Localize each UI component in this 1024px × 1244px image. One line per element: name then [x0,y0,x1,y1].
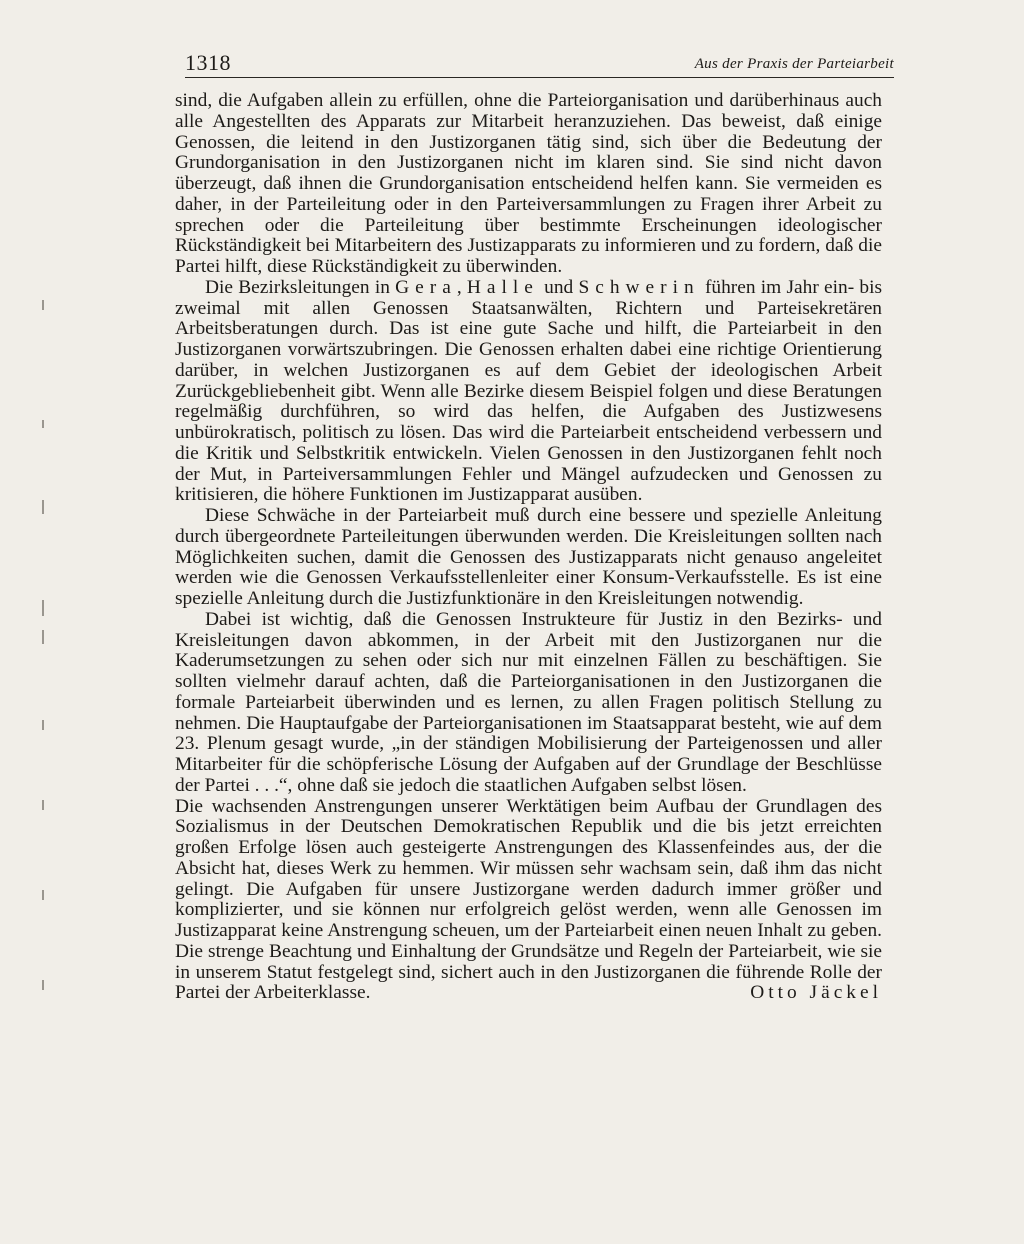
scan-mark [42,890,44,900]
paragraph-2 [175,278,882,506]
author-signature: Otto Jäckel [750,982,882,1004]
scan-mark [42,600,44,616]
scan-mark [42,720,44,730]
header-rule [185,77,894,78]
scan-mark [42,630,44,644]
page-header [185,44,894,82]
place-schwerin: Schwerin [578,276,700,298]
paragraph-2-rest: führen im Jahr ein- bis zweimal mit allen Genossen Staatsanwälten, Richtern und Parteisekretären Arbeitsberatungen durch. Das ist eine gute Sache und hilft, die Parteiarbeit in den Justizorganen vorwärtszubringen. Die Genossen erhalten dabei eine richtige Orientierung darüber, in welchen Justizorganen es auf dem Gebiet der ideologischen Arbeit Zurückgebliebenheit gibt. Wenn alle Bezirke diesem Beispiel folgen und diese Beratungen regelmäßig durchführen, so wird das helfen, die Aufgaben des Justizwesens unbürokratisch, politisch zu lösen. Das wird die Parteiarbeit entscheidend verbessern und die Kritik und Selbstkritik entwickeln. Vielen Genossen in den Justizorganen fehlt noch der Mut, in Parteiversammlungen Fehler und Mängel aufzudecken und Genossen zu kritisieren, die höhere Funktionen im Justizapparat ausüben. [175,276,883,506]
paragraph-1: sind, die Aufgaben allein zu erfüllen, ohne die Parteiorganisation und darüberhinaus auch alle Angestellten des Apparats zur Mitarbeit heranzuziehen. Das beweist, daß einige Genossen, die leitend in den Justizorganen tätig sind, sich über die Bedeutung der Grundorganisation in den Justizorganen nicht im klaren sind. Sie sind nicht davon überzeugt, daß ihnen die Grundorganisation entscheidend helfen kann. Sie vermeiden es daher, in der Parteileitung oder in den Parteiversammlungen zu Fragen ihrer Arbeit zu sprechen oder die Parteileitung über bestimmte Erscheinungen ideologischer Rückständigkeit bei Mitarbeitern des Justizapparats zu informieren und zu fordern, daß die Partei hilft, diese Rückständigkeit zu überwinden. [175,90,882,277]
scan-mark [42,500,44,514]
article-body [175,91,882,1004]
place-halle: Halle [466,276,539,298]
paragraph-4: Dabei ist wichtig, daß die Genossen Instrukteure für Justiz in den Bezirks- und Kreisleitungen davon abkommen, in der Arbeit mit den Justizorganen nur die Kaderumsetzungen zu sehen oder sich nur mit einzelnen Fällen zu beschäftigen. Sie sollten vielmehr darauf achten, daß die Parteiorganisationen in den Justizorganen die formale Parteiarbeit überwinden und es lernen, zu allen Fragen politisch Stellung zu nehmen. Die Hauptaufgabe der Parteiorganisationen im Staatsapparat besteht, wie auf dem 23. Plenum gesagt wurde, „in der ständigen Mobilisierung der Parteigenossen und aller Mitarbeiter für die schöpferische Lösung der Aufgaben auf der Grundlage der Beschlüsse der Partei . . .“, ohne daß sie jedoch die staatlichen Aufgaben selbst lösen. [175,608,882,796]
paragraph-5: Die wachsenden Anstrengungen unserer Werktätigen beim Aufbau der Grundlagen des Sozialismus in der Deutschen Demokratischen Republik und die bis jetzt erreichten großen Erfolge lösen auch gesteigerte Anstrengungen des Klassenfeindes aus, der die Absicht hat, dieses Werk zu hemmen. Wir müssen sehr wachsam sein, daß ihm das nicht gelingt. Die Aufgaben für unsere Justizorgane werden dadurch immer größer und komplizierter, und sie können nur erfolgreich gelöst werden, wenn alle Genossen im Justizapparat keine Anstrengung scheuen, um der Parteiarbeit einen neuen Inhalt zu geben. Die strenge Beachtung und Einhaltung der Grundsätze und Regeln der Parteiarbeit, wie sie in unserem Statut festgelegt sind, sichert auch in den Justizorganen die führende Rolle der Partei der Arbeiterklasse. [175,795,882,1004]
final-paragraph-block [175,797,882,1005]
running-head: Aus der Praxis der Parteiarbeit [694,56,894,72]
scan-mark [42,980,44,990]
scan-mark [42,300,44,310]
page-number: 1318 [185,50,231,75]
place-gera: Gera [395,276,457,298]
scan-mark [42,420,44,428]
paragraph-3: Diese Schwäche in der Parteiarbeit muß durch eine bessere und spezielle Anleitung durch übergeordnete Parteileitungen überwunden werden. Die Kreisleitungen sollten nach Möglichkeiten suchen, damit die Genossen des Justizapparats nicht genauso angeleitet werden wie die Genossen Verkaufsstellenleiter einer Konsum-Verkaufsstelle. Es ist eine spezielle Anleitung durch die Justizfunktionäre in den Kreisleitungen notwendig. [175,505,882,609]
scan-mark [42,800,44,810]
paragraph-2-sep2: und [538,276,579,298]
paragraph-2-start: Die Bezirksleitungen in [205,276,396,298]
margin-scan-marks [42,300,46,1000]
paragraph-2-sep1: , [456,276,467,298]
